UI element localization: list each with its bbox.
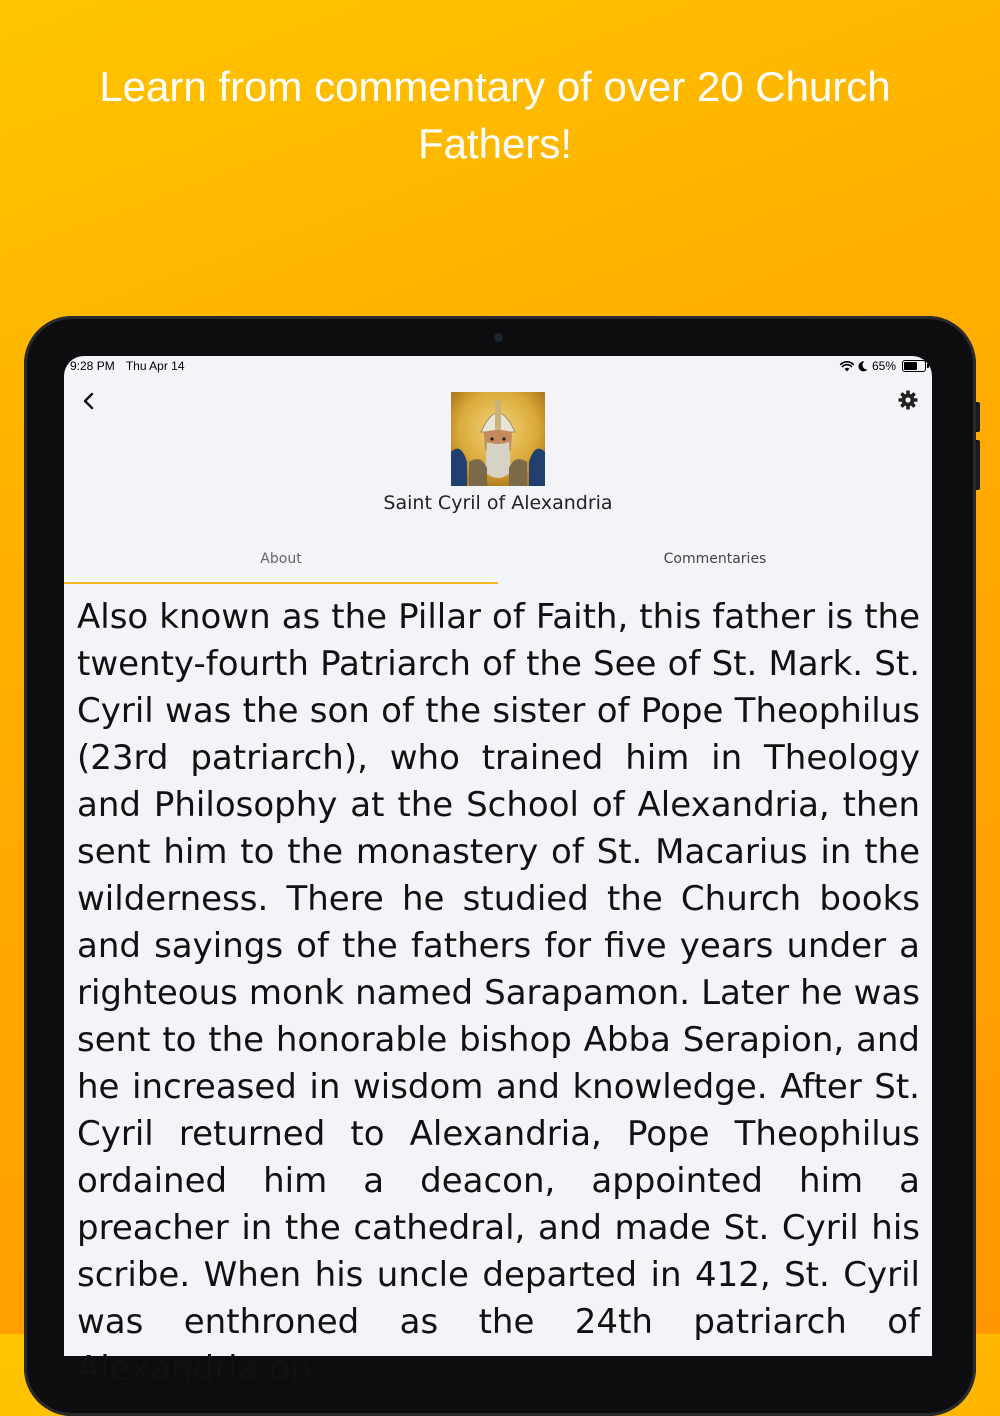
settings-button[interactable] <box>898 390 918 410</box>
gear-icon <box>898 390 918 410</box>
wifi-icon <box>840 361 854 372</box>
status-date: Thu Apr 14 <box>125 359 185 373</box>
front-camera <box>494 333 503 342</box>
battery-fill <box>904 362 917 370</box>
about-text: Also known as the Pillar of Faith, this father is the twenty-fourth Patriarch of the See of St. Mark. St. Cyril was the son of the sister of Pope Theophilus (23rd patriarch), who trained him in Theology and Philosophy at the School of Alexandria, then sent him to the monastery of St. Macarius in the wilderness. There he studied the Church books and sayings of the fathers for five years under a righteous monk named Sarapamon. Later he was sent to the honorable bishop Abba Serapion, and he increased in wisdom and knowledge. After St. Cyril returned to Alexandria, Pope Theophilus ordained him a deacon, appointed him a preacher in the cathedral, and made St. Cyril his scribe. When his uncle departed in 412, St. Cyril was enthroned as the 24th patriarch of Alexandria on <box>77 597 920 1389</box>
battery-percent: 65% <box>871 359 896 373</box>
volume-button <box>976 402 980 432</box>
moon-icon <box>858 361 868 372</box>
saint-icon <box>451 392 545 486</box>
tab-commentaries[interactable]: Commentaries <box>663 551 767 567</box>
status-bar <box>64 356 932 378</box>
tab-about[interactable]: About <box>260 551 302 567</box>
chevron-left-icon <box>78 388 100 414</box>
saint-name: Saint Cyril of Alexandria <box>383 492 613 514</box>
saint-avatar <box>451 392 545 486</box>
tab-indicator <box>64 582 498 584</box>
volume-button <box>976 440 980 490</box>
battery-icon <box>902 360 926 372</box>
back-button[interactable] <box>78 388 100 414</box>
tab-bar <box>64 538 932 586</box>
status-time: 9:28 PM <box>70 359 115 373</box>
promo-headline: Learn from commentary of over 20 Church Fathers! <box>99 63 891 167</box>
app-screen <box>64 356 932 1389</box>
